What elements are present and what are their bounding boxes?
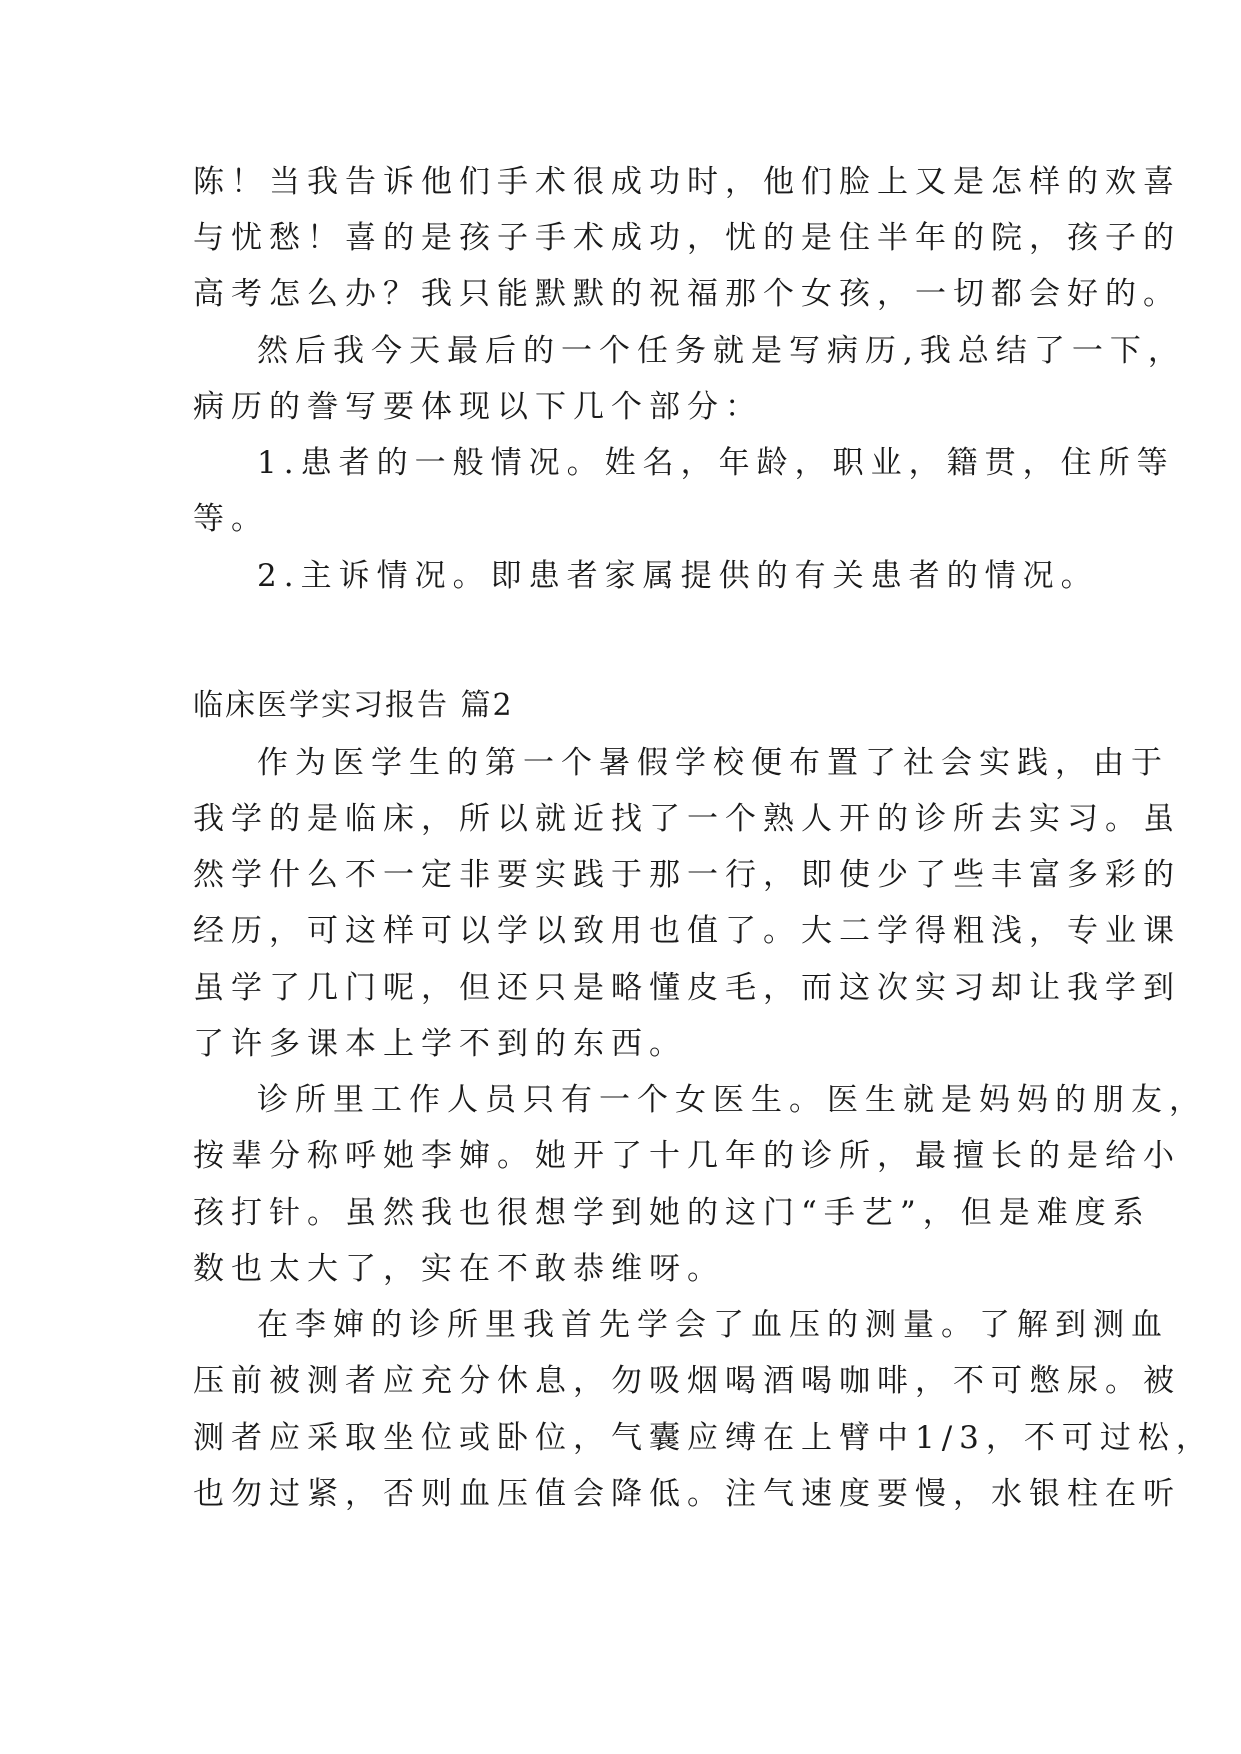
text-line: 压前被测者应充分休息，勿吸烟喝酒喝咖啡，不可憋尿。被	[193, 1363, 1181, 1399]
text-line: 经历，可这样可以学以致用也值了。大二学得粗浅，专业课	[193, 913, 1181, 949]
text-line: 与忧愁！喜的是孩子手术成功，忧的是住半年的院，孩子的	[193, 220, 1181, 256]
section-heading: 临床医学实习报告 篇2	[193, 688, 514, 723]
text-line: 作为医学生的第一个暑假学校便布置了社会实践，由于	[257, 745, 1169, 781]
text-line: 在李婶的诊所里我首先学会了血压的测量。了解到测血	[257, 1307, 1169, 1343]
text-line: 然学什么不一定非要实践于那一行，即使少了些丰富多彩的	[193, 857, 1181, 893]
text-line: 数也太大了，实在不敢恭维呀。	[193, 1251, 725, 1287]
text-line: 了许多课本上学不到的东西。	[193, 1026, 687, 1062]
text-line: 也勿过紧，否则血压值会降低。注气速度要慢，水银柱在听	[193, 1476, 1181, 1512]
text-line: 按辈分称呼她李婶。她开了十几年的诊所，最擅长的是给小	[193, 1138, 1181, 1174]
text-line: 我学的是临床，所以就近找了一个熟人开的诊所去实习。虽	[193, 801, 1181, 837]
text-line: 等。	[193, 501, 269, 537]
text-line: 陈！当我告诉他们手术很成功时，他们脸上又是怎样的欢喜	[193, 164, 1181, 200]
text-line: 诊所里工作人员只有一个女医生。医生就是妈妈的朋友，	[257, 1082, 1207, 1118]
text-line: 病历的誊写要体现以下几个部分：	[193, 389, 763, 425]
text-line: 虽学了几门呢，但还只是略懂皮毛，而这次实习却让我学到	[193, 970, 1181, 1006]
text-line: 然后我今天最后的一个任务就是写病历,我总结了一下，	[257, 333, 1186, 369]
text-line: 高考怎么办？我只能默默的祝福那个女孩，一切都会好的。	[193, 276, 1181, 312]
text-line: 2.主诉情况。即患者家属提供的有关患者的情况。	[257, 558, 1099, 594]
text-line: 孩打针。虽然我也很想学到她的这门“手艺”，但是难度系	[193, 1195, 1151, 1231]
text-line: 1.患者的一般情况。姓名，年龄，职业，籍贯，住所等	[257, 445, 1175, 481]
text-line: 测者应采取坐位或卧位，气囊应缚在上臂中1/3，不可过松，	[193, 1420, 1214, 1456]
